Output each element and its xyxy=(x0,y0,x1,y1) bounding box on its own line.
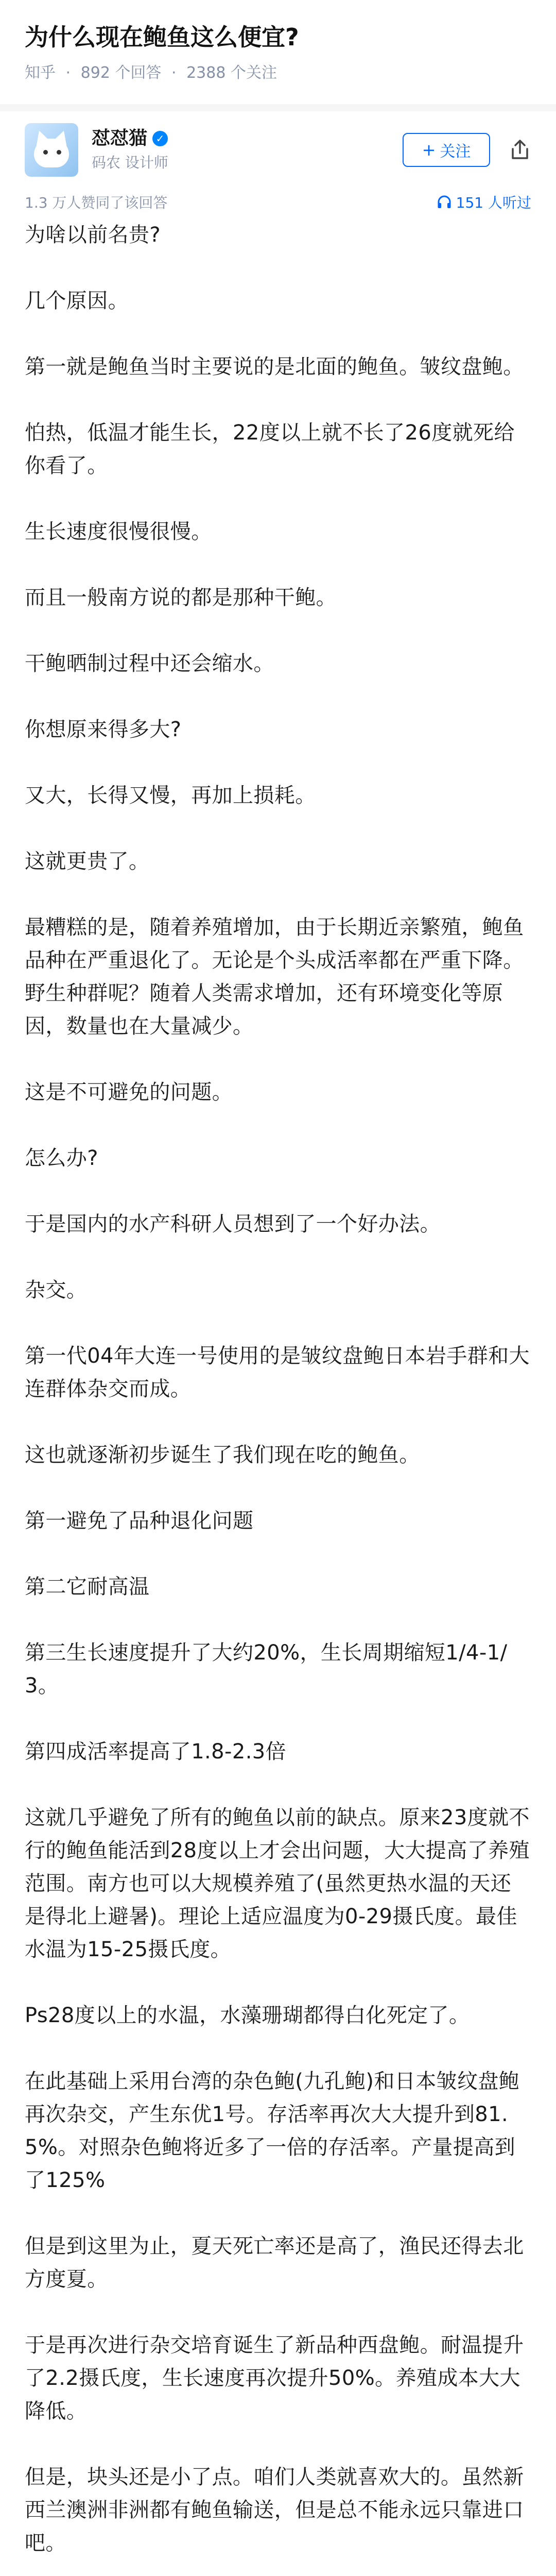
author-bio: 码农 设计师 xyxy=(92,154,168,171)
answer-paragraph: 你想原来得多大? xyxy=(25,718,182,741)
author-info xyxy=(92,127,403,173)
answer-paragraph: 第一代04年大连一号使用的是皱纹盘鲍日本岩手群和大连群体杂交而成。 xyxy=(25,1344,530,1401)
question-header xyxy=(0,0,556,83)
answer-paragraph: 干鲍晒制过程中还会缩水。 xyxy=(25,652,274,675)
answer-sub-bar xyxy=(0,189,556,215)
section-divider xyxy=(0,104,556,111)
author-bar xyxy=(0,111,556,189)
meta-separator: · xyxy=(65,64,71,82)
question-meta xyxy=(25,63,531,83)
author-name-row xyxy=(92,127,403,150)
follow-label: 关注 xyxy=(440,143,471,161)
answer-paragraph: 于是国内的水产科研人员想到了一个好办法。 xyxy=(25,1212,441,1236)
answer-paragraph: 为啥以前名贵? xyxy=(25,223,161,247)
answer-paragraph: 第四成活率提高了1.8-2.3倍 xyxy=(25,1740,287,1764)
headphones-icon xyxy=(437,194,452,210)
answer-paragraph: 第一避免了品种退化问题 xyxy=(25,1509,254,1533)
answer-paragraph: 但是，块头还是小了点。咱们人类就喜欢大的。虽然新西兰澳洲非洲都有鲍鱼输送，但是总不能永远只靠进口吧。 xyxy=(25,2465,524,2555)
answer-count[interactable]: 892 个回答 xyxy=(80,64,162,82)
verified-badge-icon: ✓ xyxy=(152,131,168,146)
meta-separator: · xyxy=(171,64,177,82)
share-icon[interactable] xyxy=(509,139,531,161)
answer-paragraph: 怎么办? xyxy=(25,1146,98,1170)
answer-paragraph: 这就更贵了。 xyxy=(25,850,150,873)
plus-icon: + xyxy=(422,140,436,160)
answer-content xyxy=(0,215,556,2576)
answer-paragraph: 杂交。 xyxy=(25,1278,88,1302)
answer-paragraph: 第二它耐高温 xyxy=(25,1575,150,1599)
answer-paragraph: 而且一般南方说的都是那种干鲍。 xyxy=(25,586,337,609)
question-title[interactable]: 为什么现在鲍鱼这么便宜? xyxy=(25,23,299,51)
answer-paragraph: 这也就逐渐初步诞生了我们现在吃的鲍鱼。 xyxy=(25,1443,420,1467)
source-label[interactable]: 知乎 xyxy=(25,64,56,82)
listen-button[interactable] xyxy=(437,192,531,212)
answer-paragraph: 第三生长速度提升了大约20%，生长周期缩短1/4-1/3。 xyxy=(25,1641,508,1698)
answer-paragraph: 几个原因。 xyxy=(25,289,129,313)
answer-paragraph: 这是不可避免的问题。 xyxy=(25,1080,233,1104)
answer-paragraph: 于是再次进行杂交培育诞生了新品种西盘鲍。耐温提升了2.2摄氏度，生长速度再次提升50%。养殖成本大大降低。 xyxy=(25,2333,524,2423)
answer-paragraph: 最糟糕的是，随着养殖增加，由于长期近亲繁殖，鲍鱼品种在严重退化了。无论是个头成活率都在严重下降。野生种群呢？随着人类需求增加，还有环境变化等原因，数量也在大量减少。 xyxy=(25,916,524,1038)
answer-paragraph: Ps28度以上的水温，水藻珊瑚都得白化死定了。 xyxy=(25,2004,470,2027)
listen-count: 151 人听过 xyxy=(456,194,531,211)
follow-button[interactable] xyxy=(403,133,490,167)
answer-paragraph: 第一就是鲍鱼当时主要说的是北面的鲍鱼。皱纹盘鲍。 xyxy=(25,355,524,379)
answer-paragraph: 这就几乎避免了所有的鲍鱼以前的缺点。原来23度就不行的鲍鱼能活到28度以上才会出问题，大大提高了养殖范围。南方也可以大规模养殖了(虽然更热水温的天还是得北上避暑)。理论上适应温度为0-29摄氏度。最佳水温为15-25摄氏度。 xyxy=(25,1806,530,1961)
answer-paragraph: 又大，长得又慢，再加上损耗。 xyxy=(25,784,316,807)
avatar[interactable] xyxy=(25,123,78,177)
follower-count: 2388 个关注 xyxy=(186,64,277,82)
answer-paragraph: 生长速度很慢很慢。 xyxy=(25,520,212,544)
answer-paragraph: 但是到这里为止，夏天死亡率还是高了，渔民还得去北方度夏。 xyxy=(25,2234,524,2291)
upvote-note: 1.3 万人赞同了该回答 xyxy=(25,194,168,211)
answer-paragraph: 在此基础上采用台湾的杂色鲍(九孔鲍)和日本皱纹盘鲍再次杂交，产生东优1号。存活率再次大大提升到81.5%。对照杂色鲍将近多了一倍的存活率。产量提高到了125% xyxy=(25,2070,520,2192)
author-name[interactable]: 怼怼猫 xyxy=(92,128,148,149)
answer-paragraph: 怕热，低温才能生长，22度以上就不长了26度就死给你看了。 xyxy=(25,421,515,478)
